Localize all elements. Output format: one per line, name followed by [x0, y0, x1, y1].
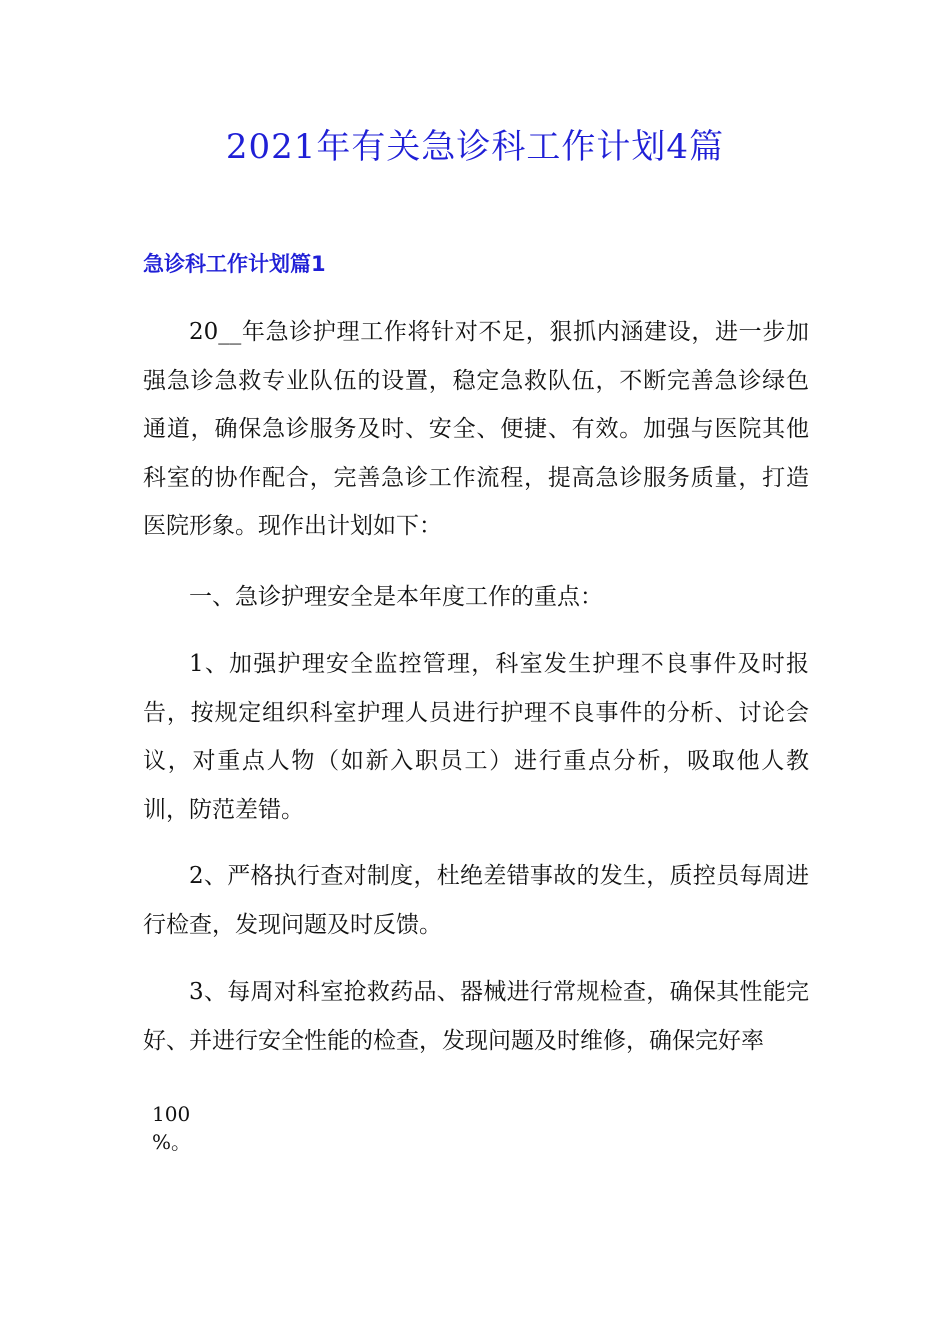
document-title: 2021年有关急诊科工作计划4篇 [225, 127, 725, 167]
section-heading: 急诊科工作计划篇1 [143, 252, 326, 276]
percentage-value [152, 1100, 191, 1156]
percentage-number: 100 [152, 1102, 191, 1126]
list-item: 1、加强护理安全监控管理，科室发生护理不良事件及时报告，按规定组织科室护理人员进行护理不良事件的分析、讨论会议，对重点人物（如新入职员工）进行重点分析，吸取他人教训，防范差错。 [143, 651, 809, 823]
intro-paragraph: 20__年急诊护理工作将针对不足，狠抓内涵建设，进一步加强急诊急救专业队伍的设置，稳定急救队伍，不断完善急诊绿色通道，确保急诊服务及时、安全、便捷、有效。加强与医院其他科室的协作配合，完善急诊工作流程，提高急诊服务质量，打造医院形象。现作出计划如下： [143, 319, 809, 539]
percentage-unit: %。 [152, 1130, 192, 1154]
list-item: 3、每周对科室抢救药品、器械进行常规检查，确保其性能完好、并进行安全性能的检查，发现问题及时维修，确保完好率 [143, 979, 809, 1054]
list-item: 2、严格执行查对制度，杜绝差错事故的发生，质控员每周进行检查，发现问题及时反馈。 [143, 863, 809, 938]
safety-focus-heading: 一、急诊护理安全是本年度工作的重点： [189, 584, 603, 610]
